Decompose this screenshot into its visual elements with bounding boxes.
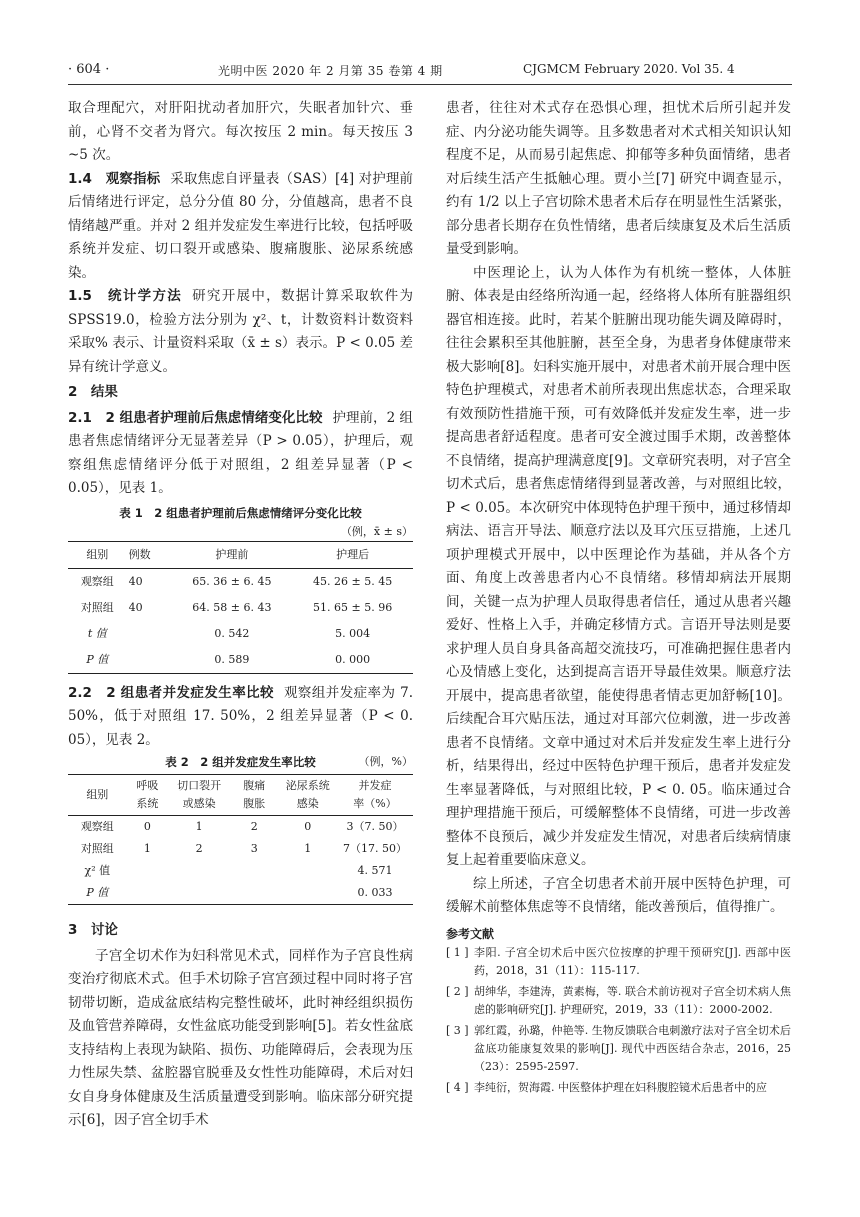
table-row bbox=[68, 882, 413, 905]
table-2-unit: （例，%） bbox=[358, 755, 413, 768]
table-cell: 3 bbox=[250, 842, 258, 855]
right-paragraph-2: 中医理论上，认为人体作为有机统一整体，人体脏腑、体表是由经络所沟通一起，经络将人体所有脏器组织器官相连接。此时，若某个脏腑出现功能失调及障碍时，往往会累积至其他脏腑，甚至全身，为患者身体健康带来极大影响[8]。妇科实施开展中，对患者术前开展合理中医特色护理模式，对患者术前所表现出焦虑状态，合理采取有效预防性措施干预，可有效降低并发症发生率，进一步提高患者舒适程度。患者可安全渡过围手术期，改善整体不良情绪，提高护理满意度[9]。文章研究表明，对子宫全切术式后，患者焦虑情绪得到显著改善，与对照组比较，P < 0.05。本次研究中体现特色护理干预中，通过移情却病法、语言开导法、顺意疗法以及耳穴压豆措施，上述几项护理模式开展中，以中医理论作为基础，并从各个方面、角度上改善患者内心不良情绪。移情却病法开展期间，关键一点为护理人员取得患者信任，通过从患者兴趣爱好、性格上入手，并确定移情方式。言语开导法则是要求护理人员自身具备高超交流技巧，可准确把握住患者内心及情感上变化，达到提高言语开导最佳效果。顺意疗法开展中，提高患者欲望，能使得患者情志更加舒畅[10]。后续配合耳穴贴压法，通过对耳部穴位刺激，进一步改善患者不良情绪。文章中通过对术后并发症发生率上进行分析，结果得出，经过中医特色护理干预后，患者并发症发生率显著降低，与对照组比较，P < 0. 05。临床通过合理护理措施干预后，可缓解整体不良情绪，可进一步改善整体不良预后，减少并发症发生情况，对患者后续病情康复上起着重要临床意义。 bbox=[446, 264, 791, 868]
table-cell: 51. 65 ± 5. 96 bbox=[313, 600, 393, 614]
table-1-header: 护理前 bbox=[215, 547, 249, 561]
table-row bbox=[68, 647, 413, 674]
table-1-caption: 表 1 2 组患者护理前后焦虑情绪评分变化比较 bbox=[119, 505, 362, 520]
section-1-5-body: 研究开展中，数据计算采取软件为 SPSS19.0，检验方法分别为 χ²、t，计数资料计数资料采取% 表示、计量资料采取（x̄ ± s）表示。P < 0.05 差异有统计学意义。 bbox=[68, 288, 413, 375]
table-row bbox=[68, 860, 413, 882]
table-2-header-line: 并发症 bbox=[358, 779, 392, 792]
table-cell: 0. 542 bbox=[214, 626, 250, 640]
table-cell: 1 bbox=[195, 820, 203, 833]
table-cell: 2 bbox=[250, 820, 258, 833]
reference-text: 李纯衍，贺海霞. 中医整体护理在妇科腹腔镜术后患者中的应 bbox=[474, 1080, 767, 1094]
section-1-5 bbox=[68, 285, 413, 379]
table-2-header-line: 率（%） bbox=[353, 797, 397, 810]
header-rule bbox=[68, 84, 792, 85]
reference-item bbox=[446, 983, 791, 1019]
table-cell: P 值 bbox=[86, 886, 109, 899]
section-1-4-body: 采取焦虑自评量表（SAS）[4] 对护理前后情绪进行评定，总分分值 80 分，分值越高，患者不良情绪越严重。并对 2 组并发症发生率进行比较，包括呼吸系统并发症、切口裂开或感染、腹痛腹胀、泌尿系统感染。 bbox=[68, 170, 413, 281]
reference-item bbox=[446, 944, 791, 980]
reference-text: 胡绅华，李建涛，黄素梅，等. 联合术前访视对子宫全切术病人焦虑的影响研究[J]. 护理研究，2019，33（11）：2000-2002. bbox=[474, 984, 791, 1016]
table-2-header bbox=[230, 775, 278, 816]
table-cell bbox=[127, 860, 168, 882]
table-cell: 0. 589 bbox=[214, 652, 250, 666]
table-cell bbox=[230, 860, 278, 882]
table-2-header bbox=[127, 775, 168, 816]
table-cell: P 值 bbox=[86, 652, 109, 666]
reference-item bbox=[446, 1022, 791, 1076]
references-title: 参考文献 bbox=[446, 926, 495, 941]
table-2-header-line: 呼吸 bbox=[136, 779, 159, 792]
table-1-header: 护理后 bbox=[336, 547, 370, 561]
reference-number: [ 3 ] bbox=[446, 1023, 469, 1037]
right-column bbox=[446, 97, 791, 1100]
section-2-1-heading: 2.1 2 组患者护理前后焦虑情绪变化比较 bbox=[68, 409, 323, 426]
table-2-caption: 表 2 2 组并发症发生率比较 bbox=[165, 755, 316, 769]
reference-number: [ 1 ] bbox=[446, 945, 469, 959]
table-cell bbox=[278, 882, 337, 905]
table-2-header-line: 腹痛 bbox=[243, 779, 266, 792]
table-cell bbox=[278, 860, 337, 882]
right-paragraph-1: 患者，往往对术式存在恐惧心理，担忧术后所引起并发症、内分泌功能失调等。且多数患者对术式相关知识认知程度不足，从而易引起焦虑、抑郁等多种负面情绪，患者对后续生活产生抵触心理。贾小兰[7] 研究中调查显示，约有 1/2 以上子宫切除术患者术后存在明显性生活紧张，部分患者长期存在负性情绪，患者后续康复及术后生活质量受到影响。 bbox=[446, 100, 791, 257]
section-2-1-body: 护理前，2 组患者焦虑情绪评分无显著差异（P > 0.05），护理后，观察组焦虑情绪评分低于对照组，2 组差异显著（P < 0.05），见表 1。 bbox=[68, 409, 413, 496]
table-row bbox=[68, 568, 413, 595]
table-cell bbox=[168, 882, 230, 905]
table-2-header-line: 感染 bbox=[296, 797, 319, 810]
table-row bbox=[68, 595, 413, 621]
table-2-header-line: 切口裂开 bbox=[177, 779, 222, 792]
section-2-1 bbox=[68, 407, 413, 501]
table-2-header-line: 腹胀 bbox=[243, 797, 266, 810]
table-2-header bbox=[337, 775, 413, 816]
table-2 bbox=[68, 774, 413, 905]
table-cell: 观察组 bbox=[80, 574, 114, 588]
table-cell bbox=[168, 860, 230, 882]
table-cell: 对照组 bbox=[80, 600, 114, 614]
table-2-header bbox=[168, 775, 230, 816]
section-1-4 bbox=[68, 168, 413, 286]
table-cell: 40 bbox=[128, 574, 143, 588]
section-3-title: 3 讨论 bbox=[68, 922, 118, 938]
conclusion-paragraph: 综上所述，子宫全切患者术前开展中医特色护理，可缓解术前整体焦虑等不良情绪，能改善预后，值得推广。 bbox=[446, 875, 791, 915]
table-row bbox=[68, 838, 413, 860]
table-cell: 7（17. 50） bbox=[343, 842, 408, 855]
table-cell: 4. 571 bbox=[357, 864, 393, 877]
table-cell bbox=[230, 882, 278, 905]
table-cell: 观察组 bbox=[80, 820, 114, 833]
table-2-header bbox=[278, 775, 337, 816]
reference-text: 李阳. 子宫全切术后中医穴位按摩的护理干预研究[J]. 西部中医药，2018，31（11）：115-117. bbox=[474, 945, 791, 977]
section-1-4-heading: 1.4 观察指标 bbox=[68, 170, 161, 187]
journal-title-cn: 光明中医 2020 年 2 月第 35 卷第 4 期 bbox=[218, 64, 443, 78]
reference-item bbox=[446, 1079, 791, 1097]
reference-text: 郭红霞，孙璐，仲艳等. 生物反馈联合电刺激疗法对子宫全切术后盆底功能康复效果的影响[J]. 现代中西医结合杂志，2016，25（23）：2595-2597. bbox=[474, 1023, 791, 1073]
table-cell bbox=[127, 621, 172, 647]
table-cell bbox=[127, 647, 172, 674]
intro-paragraph: 取合理配穴，对肝阳扰动者加肝穴，失眠者加针穴、垂前，心肾不交者为肾穴。每次按压 2 min。每天按压 3 ~5 次。 bbox=[68, 100, 413, 163]
table-1-header: 例数 bbox=[128, 547, 151, 561]
table-cell: 0 bbox=[304, 820, 312, 833]
table-cell bbox=[127, 882, 168, 905]
reference-number: [ 2 ] bbox=[446, 984, 469, 998]
table-cell: 5. 004 bbox=[335, 626, 371, 640]
table-1-header-row bbox=[68, 541, 413, 568]
table-row bbox=[68, 816, 413, 839]
table-1-header: 组别 bbox=[86, 547, 109, 561]
section-2-2 bbox=[68, 682, 413, 753]
table-2-caption-row bbox=[68, 752, 413, 772]
table-row bbox=[68, 621, 413, 647]
table-2-header-line: 或感染 bbox=[182, 797, 216, 810]
left-column bbox=[68, 97, 413, 1133]
discussion-paragraph-1: 子宫全切术作为妇科常见术式，同样作为子宫良性病变治疗彻底术式。但手术切除子宫宫颈过程中同时将子宫韧带切断，造成盆底结构完整性破坏，此时神经组织损伤及血管营养障碍，女性盆底功能受到影响[5]。若女性盆底支持结构上表现为缺陷、损伤、功能障碍后，会表现为压力性尿失禁、盆腔器官脱垂及女性性功能障碍，术后对妇女自身身体健康及生活质量遭受到影响。临床部分研究提示[6]，因子宫全切手术 bbox=[68, 947, 413, 1128]
journal-title-en: CJGMCM February 2020. Vol 35. 4 bbox=[523, 62, 735, 76]
reference-number: [ 4 ] bbox=[446, 1080, 469, 1094]
page-number: · 604 · bbox=[68, 62, 110, 77]
section-2-2-heading: 2.2 2 组患者并发症发生率比较 bbox=[68, 684, 274, 701]
table-cell: 65. 36 ± 6. 45 bbox=[192, 574, 272, 588]
table-cell: 40 bbox=[128, 600, 143, 614]
section-2-2-body: 观察组并发症率为 7. 50%，低于对照组 17. 50%，2 组差异显著（P < 0. 05），见表 2。 bbox=[68, 684, 413, 748]
table-cell: 0. 033 bbox=[357, 886, 393, 899]
table-cell: 2 bbox=[195, 842, 203, 855]
table-cell: t 值 bbox=[87, 626, 107, 640]
table-cell: 64. 58 ± 6. 43 bbox=[192, 600, 272, 614]
table-2-header-line: 系统 bbox=[136, 797, 159, 810]
table-2-header: 组别 bbox=[86, 788, 109, 801]
section-1-5-heading: 1.5 统计学方法 bbox=[68, 288, 183, 304]
table-cell: 0. 000 bbox=[335, 652, 371, 666]
table-cell: 3（7. 50） bbox=[346, 820, 404, 833]
table-2-header-row bbox=[68, 775, 413, 816]
table-1 bbox=[68, 541, 413, 674]
table-2-header-line: 泌尿系统 bbox=[285, 779, 330, 792]
table-cell: 1 bbox=[143, 842, 151, 855]
table-1-unit: （例，x̄ ± s） bbox=[340, 524, 413, 538]
table-cell: 对照组 bbox=[80, 842, 114, 855]
table-cell: 0 bbox=[143, 820, 151, 833]
table-cell: 1 bbox=[304, 842, 312, 855]
table-cell: χ² 值 bbox=[84, 864, 111, 877]
section-2-title: 2 结果 bbox=[68, 384, 118, 400]
running-header bbox=[68, 62, 792, 82]
table-cell: 45. 26 ± 5. 45 bbox=[313, 574, 393, 588]
